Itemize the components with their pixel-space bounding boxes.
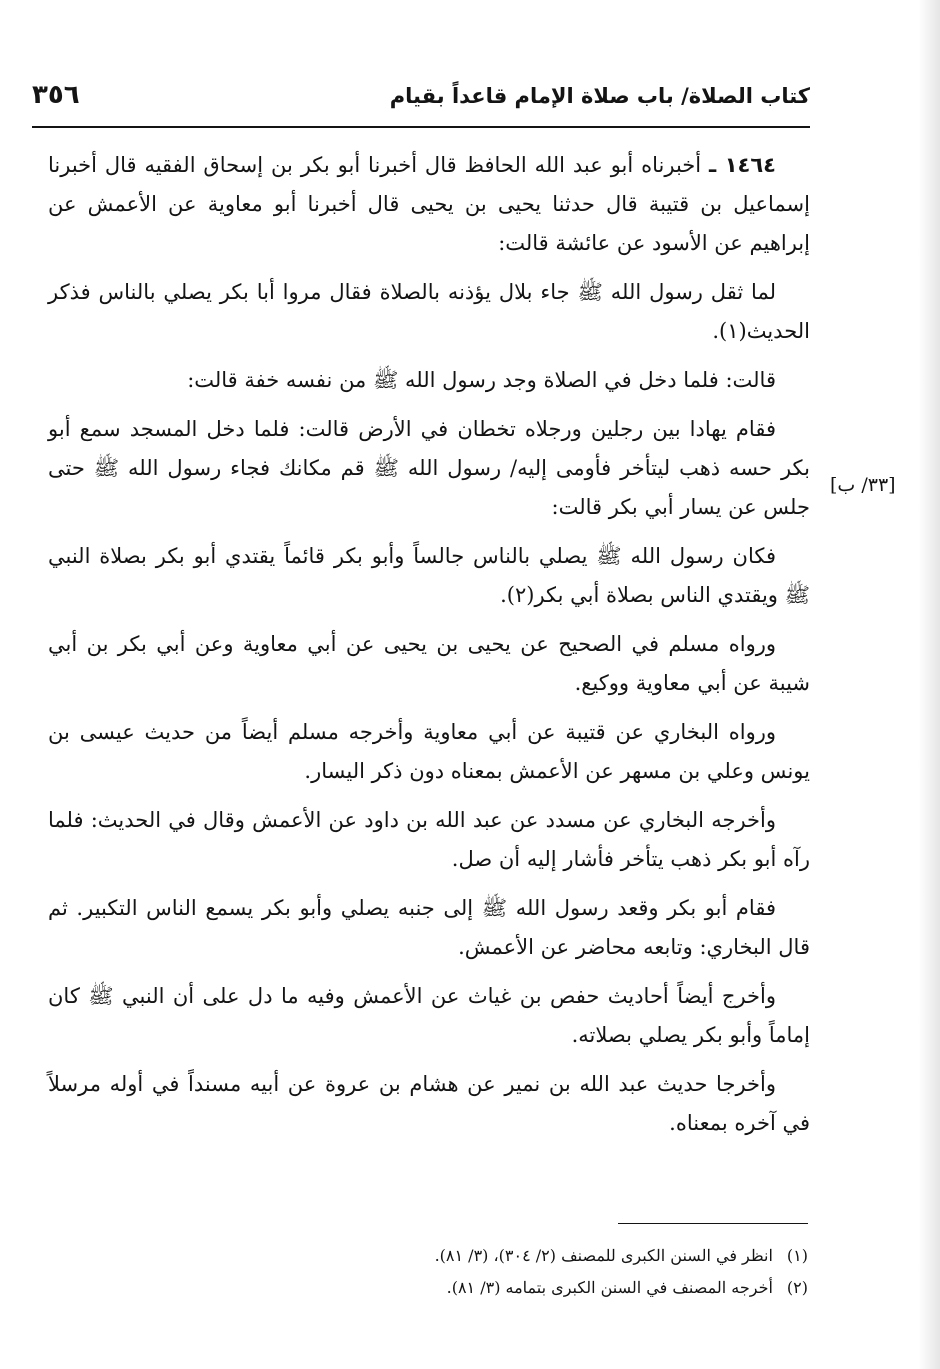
hadith-paragraph	[48, 146, 810, 263]
paragraph: قالت: فلما دخل في الصلاة وجد رسول الله ﷺ من نفسه خفة قالت:	[187, 368, 776, 392]
main-text	[48, 146, 810, 1153]
paragraph: وأخرجا حديث عبد الله بن نمير عن هشام بن عروة عن أبيه مسنداً في أوله مرسلاً في آخره بمعناه.	[48, 1072, 810, 1135]
header-title: كتاب الصلاة/ باب صلاة الإمام قاعداً بقيام	[389, 84, 810, 108]
footnote	[300, 1272, 808, 1304]
paragraph: وأخرج أيضاً أحاديث حفص بن غياث عن الأعمش وفيه ما دل على أن النبي ﷺ كان إماماً وأبو بكر يصلي بصلاته.	[48, 984, 810, 1047]
footnotes	[300, 1240, 808, 1304]
footnote-text: أخرجه المصنف في السنن الكبرى بتمامه (٣/ ٨١).	[446, 1278, 773, 1297]
page-number: ٣٥٦	[32, 80, 80, 110]
hadith-number: ١٤٦٤ ـ	[709, 153, 776, 177]
footnote	[300, 1240, 808, 1272]
footnote-text: انظر في السنن الكبرى للمصنف (٢/ ٣٠٤)، (٣/ ٨١).	[434, 1246, 773, 1265]
paragraph: ورواه مسلم في الصحيح عن يحيى بن يحيى عن أبي معاوية وعن أبي بكر بن أبي شيبة عن أبي معاوية ووكيع.	[48, 632, 810, 695]
page-edge-shadow	[918, 0, 940, 1369]
paragraph: فقام يهادا بين رجلين ورجلاه تخطان في الأرض قالت: فلما دخل المسجد سمع أبو بكر حسه ذهب ليتأخر فأومى إليه/ رسول الله ﷺ قم مكانك فجاء رسول الله ﷺ حتى جلس عن يسار أبي بكر قالت:	[48, 417, 810, 519]
paragraph: فقام أبو بكر وقعد رسول الله ﷺ إلى جنبه يصلي وأبو بكر يسمع الناس التكبير. ثم قال البخاري: وتابعه محاضر عن الأعمش.	[48, 896, 810, 959]
manuscript-folio-marker: [٣٣/ ب]	[830, 474, 896, 496]
footnote-number: (٢)	[786, 1278, 808, 1297]
paragraph: وأخرجه البخاري عن مسدد عن عبد الله بن داود عن الأعمش وقال في الحديث: فلما رآه أبو بكر ذهب يتأخر فأشار إليه أن صل.	[48, 808, 810, 871]
header-rule	[32, 126, 810, 128]
running-header	[32, 80, 810, 126]
paragraph-text: أخبرناه أبو عبد الله الحافظ قال أخبرنا أبو بكر بن إسحاق الفقيه قال أخبرنا إسماعيل بن قتيبة قال حدثنا يحيى بن يحيى قال أخبرنا أبو معاوية عن الأعمش عن إبراهيم عن الأسود عن عائشة قالت:	[48, 153, 810, 255]
paragraph: ورواه البخاري عن قتيبة عن أبي معاوية وأخرجه مسلم أيضاً من حديث عيسى بن يونس وعلي بن مسهر عن الأعمش بمعناه دون ذكر اليسار.	[48, 720, 810, 783]
paragraph: لما ثقل رسول الله ﷺ جاء بلال يؤذنه بالصلاة فقال مروا أبا بكر يصلي بالناس فذكر الحديث(١).	[48, 280, 810, 343]
footnote-separator	[618, 1223, 808, 1224]
footnote-number: (١)	[786, 1246, 808, 1265]
paragraph: فكان رسول الله ﷺ يصلي بالناس جالساً وأبو بكر قائماً يقتدي أبو بكر بصلاة النبي ﷺ ويقتدي الناس بصلاة أبي بكر(٢).	[48, 544, 810, 607]
